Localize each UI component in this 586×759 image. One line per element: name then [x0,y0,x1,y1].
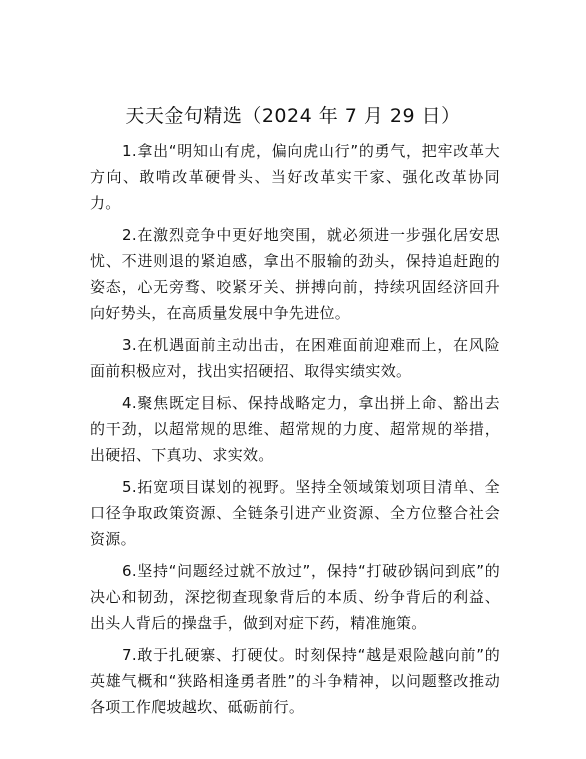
paragraph-2: 2.在激烈竞争中更好地突围，就必须进一步强化居安思忧、不进则退的紧迫感，拿出不服输的劲头，保持追赶跑的姿态，心无旁骛、咬紧牙关、拼搏向前，持续巩固经济回升向好势头，在高质量发展中争先进位。 [90,226,500,322]
document-body [90,138,500,720]
paragraph-6: 6.坚持“问题经过就不放过”，保持“打破砂锅问到底”的决心和韧劲，深挖彻查现象背后的本质、纷争背后的利益、出头人背后的操盘手，做到对症下药，精准施策。 [90,562,500,632]
paragraph-3: 3.在机遇面前主动出击，在困难面前迎难而上，在风险面前积极应对，找出实招硬招、取得实绩实效。 [90,336,500,380]
document-title: 天天金句精选（2024 年 7 月 29 日） [125,105,461,127]
paragraph-5: 5.拓宽项目谋划的视野。坚持全领域策划项目清单、全口径争取政策资源、全链条引进产业资源、全方位整合社会资源。 [90,478,500,548]
paragraph-4: 4.聚焦既定目标、保持战略定力，拿出拼上命、豁出去的干劲，以超常规的思维、超常规的力度、超常规的举措，出硬招、下真功、求实效。 [90,394,500,464]
paragraph-1: 1.拿出“明知山有虎，偏向虎山行”的勇气，把牢改革大方向、敢啃改革硬骨头、当好改革实干家、强化改革协同力。 [90,142,500,212]
paragraph-7: 7.敢于扎硬寨、打硬仗。时刻保持“越是艰险越向前”的英雄气概和“狭路相逢勇者胜”的斗争精神，以问题整改推动各项工作爬坡越坎、砥砺前行。 [90,646,500,716]
